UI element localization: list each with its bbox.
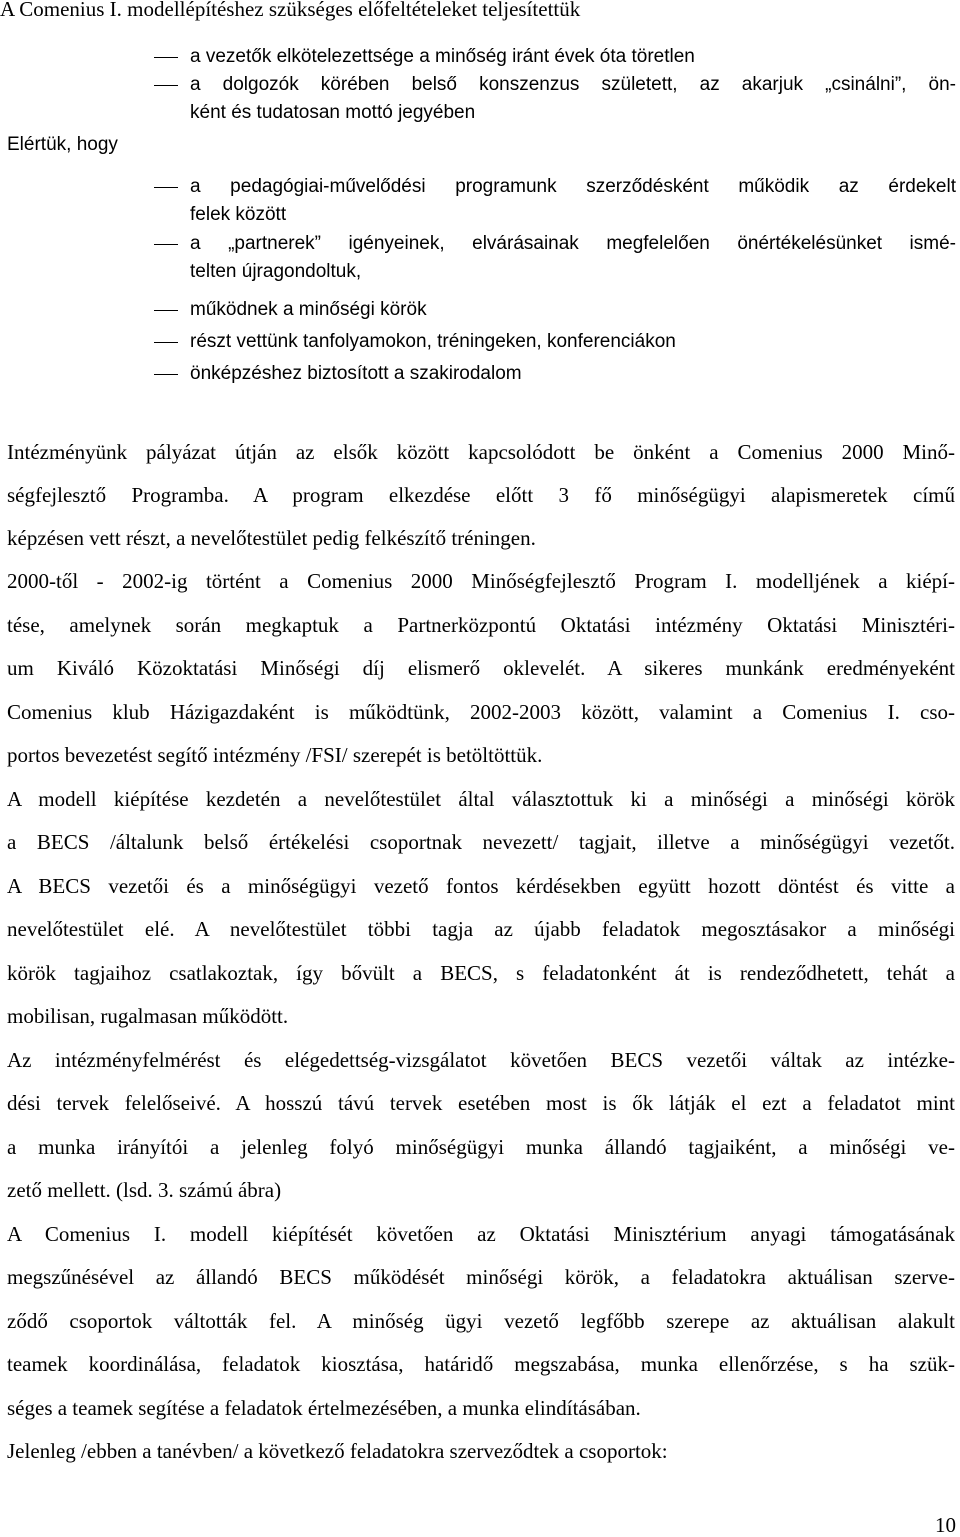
text-line: nevelőtestület elé. A nevelőtestület többi tagja az újabb feladatok megosztásakor a minőségi (7, 917, 955, 941)
bullet-line: a dolgozók körében belső konszenzus született, az akarjuk „csinálni”, ön- (190, 74, 956, 95)
text-line: Az intézményfelmérést és elégedettség-vizsgálatot követően BECS vezetői váltak az intézke- (7, 1048, 955, 1072)
text-line: Jelenleg /ebben a tanévben/ a következő feladatokra szerveződtek a csoportok: (7, 1439, 668, 1463)
dash-icon (154, 342, 178, 343)
section-heading: A Comenius I. modellépítéshez szükséges előfeltételeket teljesítettük (0, 0, 581, 21)
bullet-item (190, 299, 956, 321)
text-line: um Kiváló Közoktatási Minőségi díj elismerő oklevelét. A sikeres munkánk eredményeként (7, 656, 955, 680)
bullet-item (190, 233, 956, 283)
bullet-line: részt vettünk tanfolyamokon, tréningeken, konferenciákon (190, 331, 676, 352)
text-line: A Comenius I. modell kiépítését követően az Oktatási Minisztérium anyagi támogatásának (7, 1222, 955, 1246)
text-line: A BECS vezetői és a minőségügyi vezető fontos kérdésekben együtt hozott döntést és vitte a (7, 874, 955, 898)
text-line: zető mellett. (lsd. 3. számú ábra) (7, 1178, 282, 1202)
left-label: Elértük, hogy (7, 134, 118, 155)
bullet-line: telten újragondoltuk, (190, 261, 362, 282)
dash-icon (154, 374, 178, 375)
text-line: mobilisan, rugalmasan működött. (7, 1004, 289, 1028)
bullet-item (190, 46, 956, 68)
text-line: körök tagjaihoz csatlakoztak, így bővült a BECS, s feladatonként át is rendeződhetett, tehát a (7, 961, 955, 985)
text-line: 2000-től - 2002-ig történt a Comenius 2000 Minőségfejlesztő Program I. modelljének a kiépí- (7, 569, 955, 593)
bullet-line: felek között (190, 204, 287, 225)
dash-icon (154, 244, 178, 245)
text-line: a BECS /általunk belső értékelési csoportnak nevezett/ tagjait, illetve a minőségügyi vezetőt. (7, 830, 955, 854)
text-line: képzésen vett részt, a nevelőtestület pedig felkészítő tréningen. (7, 526, 536, 550)
dash-icon (154, 187, 178, 188)
dash-icon (154, 85, 178, 86)
text-line: tése, amelynek során megkaptuk a Partnerközpontú Oktatási intézmény Oktatási Minisztéri- (7, 613, 955, 637)
text-line: A modell kiépítése kezdetén a nevelőtestület által választottuk ki a minőségi a minőségi körök (7, 787, 955, 811)
text-line: ségfejlesztő Programba. A program elkezdése előtt 3 fő minőségügyi alapismeretek című (7, 483, 955, 507)
bullet-line: működnek a minőségi körök (190, 299, 427, 320)
text-line: portos bevezetést segítő intézmény /FSI/ szerepét is betöltöttük. (7, 743, 543, 767)
text-line: megszűnésével az állandó BECS működését minőségi körök, a feladatokra aktuálisan szerve- (7, 1265, 955, 1289)
text-line: dési tervek felelőseivé. A hosszú távú tervek esetében most is ők látják el ezt a feladatot mint (7, 1091, 955, 1115)
dash-icon (154, 310, 178, 311)
bullet-item (190, 331, 956, 353)
bullet-item (190, 363, 956, 385)
bullet-line: ként és tudatosan mottó jegyében (190, 102, 476, 123)
bullet-line: önképzéshez biztosított a szakirodalom (190, 363, 522, 384)
page-number: 10 (935, 1513, 956, 1537)
bullet-line: a vezetők elkötelezettsége a minőség iránt évek óta töretlen (190, 46, 695, 67)
bullet-line: a „partnerek” igényeinek, elvárásainak megfelelően önértékelésünket ismé- (190, 233, 956, 254)
text-line: Comenius klub Házigazdaként is működtünk, 2002-2003 között, valamint a Comenius I. cso- (7, 700, 955, 724)
bullet-item (190, 176, 956, 226)
bullet-line: a pedagógiai-művelődési programunk szerződésként működik az érdekelt (190, 176, 956, 197)
text-line: séges a teamek segítése a feladatok értelmezésében, a munka elindításában. (7, 1396, 641, 1420)
text-line: Intézményünk pályázat útján az elsők között kapcsolódott be önként a Comenius 2000 Minő- (7, 440, 955, 464)
bullet-item (190, 74, 956, 124)
dash-icon (154, 57, 178, 58)
text-line: a munka irányítói a jelenleg folyó minőségügyi munka állandó tagjaiként, a minőségi ve- (7, 1135, 955, 1159)
text-line: ződő csoportok váltották fel. A minőség ügyi vezető legfőbb szerepe az aktuálisan alakult (7, 1309, 955, 1333)
text-line: teamek koordinálása, feladatok kiosztása, határidő megszabása, munka ellenőrzése, s ha szük- (7, 1352, 955, 1376)
